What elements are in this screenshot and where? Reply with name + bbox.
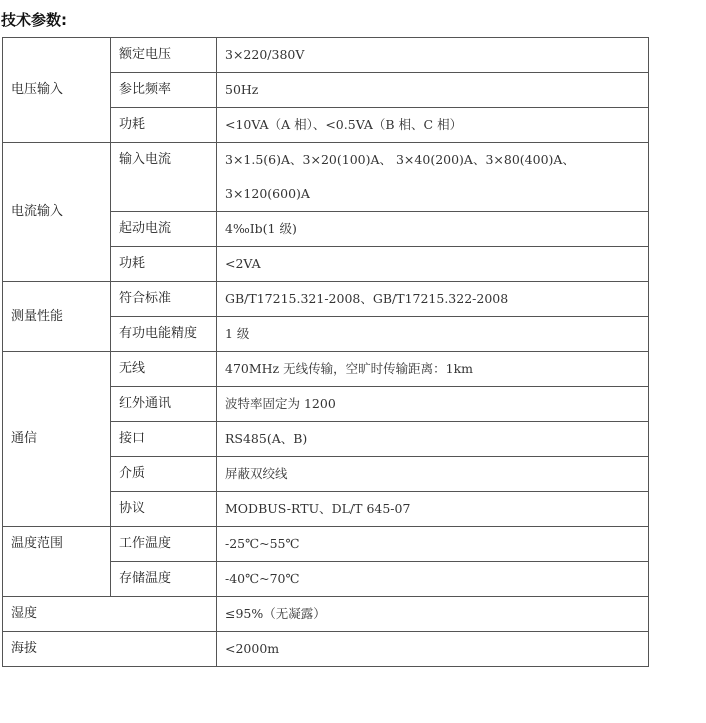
param-storage-temperature: 存储温度 xyxy=(111,562,217,597)
value-altitude: <2000m xyxy=(217,632,649,667)
table-row xyxy=(3,597,649,632)
param-rated-voltage: 额定电压 xyxy=(111,38,217,73)
value-interface: RS485(A、B) xyxy=(217,422,649,457)
spec-table xyxy=(2,37,649,667)
param-infrared: 红外通讯 xyxy=(111,387,217,422)
group-label-voltage: 电压输入 xyxy=(3,38,111,143)
group-label-temperature: 温度范围 xyxy=(3,527,111,597)
section-title: 技术参数: xyxy=(1,11,67,29)
table-row xyxy=(3,282,649,317)
param-operating-temperature: 工作温度 xyxy=(111,527,217,562)
label-humidity: 湿度 xyxy=(3,597,217,632)
value-humidity: ≤95%（无凝露） xyxy=(217,597,649,632)
value-wireless: 470MHz 无线传输，空旷时传输距离：1km xyxy=(217,352,649,387)
value-rated-voltage: 3×220/380V xyxy=(217,38,649,73)
label-altitude: 海拔 xyxy=(3,632,217,667)
param-medium: 介质 xyxy=(111,457,217,492)
param-input-current: 输入电流 xyxy=(111,143,217,212)
value-standard: GB/T17215.321-2008、GB/T17215.322-2008 xyxy=(217,282,649,317)
table-row xyxy=(3,352,649,387)
param-interface: 接口 xyxy=(111,422,217,457)
table-row xyxy=(3,38,649,73)
group-label-communication: 通信 xyxy=(3,352,111,527)
param-voltage-power: 功耗 xyxy=(111,108,217,143)
value-reference-frequency: 50Hz xyxy=(217,73,649,108)
value-infrared: 波特率固定为 1200 xyxy=(217,387,649,422)
table-row xyxy=(3,527,649,562)
group-label-measurement: 测量性能 xyxy=(3,282,111,352)
param-active-energy-accuracy: 有功电能精度 xyxy=(111,317,217,352)
table-row xyxy=(3,143,649,212)
param-reference-frequency: 参比频率 xyxy=(111,73,217,108)
param-wireless: 无线 xyxy=(111,352,217,387)
group-label-current: 电流输入 xyxy=(3,143,111,282)
value-input-current: 3×1.5(6)A、3×20(100)A、 3×40(200)A、3×80(400)A、3×120(600)A xyxy=(217,143,649,212)
value-storage-temperature: -40℃~70℃ xyxy=(217,562,649,597)
param-standard: 符合标准 xyxy=(111,282,217,317)
table-row xyxy=(3,632,649,667)
value-operating-temperature: -25℃~55℃ xyxy=(217,527,649,562)
param-starting-current: 起动电流 xyxy=(111,212,217,247)
value-medium: 屏蔽双绞线 xyxy=(217,457,649,492)
param-protocol: 协议 xyxy=(111,492,217,527)
param-current-power: 功耗 xyxy=(111,247,217,282)
value-current-power: <2VA xyxy=(217,247,649,282)
value-voltage-power: <10VA（A 相）、<0.5VA（B 相、C 相） xyxy=(217,108,649,143)
value-protocol: MODBUS-RTU、DL/T 645-07 xyxy=(217,492,649,527)
value-active-energy-accuracy: 1 级 xyxy=(217,317,649,352)
value-starting-current: 4‰Ib(1 级) xyxy=(217,212,649,247)
